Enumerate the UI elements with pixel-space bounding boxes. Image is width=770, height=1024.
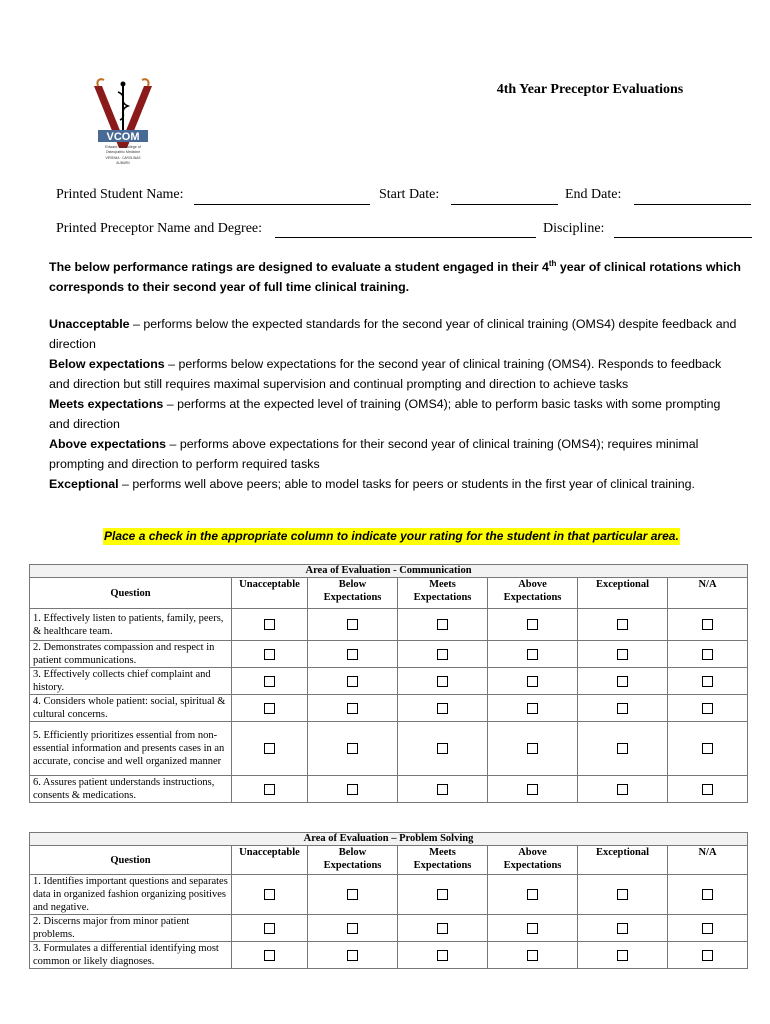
checkbox[interactable] (347, 619, 358, 630)
checkbox[interactable] (617, 619, 628, 630)
communication-table (29, 564, 748, 803)
page-title: 4th Year Preceptor Evaluations (496, 82, 684, 97)
table-row (30, 776, 748, 803)
checkbox[interactable] (264, 784, 275, 795)
svg-text:Edward Via College of: Edward Via College of (105, 145, 141, 149)
start-date-field[interactable] (451, 204, 558, 205)
svg-text:VIRGINIA · CAROLINAS: VIRGINIA · CAROLINAS (105, 156, 141, 160)
student-name-label: Printed Student Name: (56, 187, 184, 202)
instruction-banner: Place a check in the appropriate column to indicate your rating for the student in that particular area. (104, 529, 679, 543)
checkbox[interactable] (437, 649, 448, 660)
checkbox[interactable] (437, 619, 448, 630)
table-row (30, 695, 748, 722)
checkbox[interactable] (527, 703, 538, 714)
checkbox[interactable] (617, 676, 628, 687)
checkbox[interactable] (437, 743, 448, 754)
col-below-expectations: Below Expectations (308, 578, 398, 609)
checkbox[interactable] (702, 649, 713, 660)
end-date-field[interactable] (634, 204, 751, 205)
checkbox[interactable] (347, 923, 358, 934)
col-below-expectations: Below Expectations (308, 846, 398, 875)
question-text: 3. Effectively collects chief complaint and history. (30, 668, 232, 695)
checkbox[interactable] (702, 619, 713, 630)
checkbox[interactable] (264, 950, 275, 961)
col-na: N/A (668, 846, 748, 875)
checkbox[interactable] (264, 923, 275, 934)
question-text: 4. Considers whole patient: social, spiritual & cultural concerns. (30, 695, 232, 722)
checkbox[interactable] (617, 703, 628, 714)
area-title-communication: Area of Evaluation - Communication (30, 565, 748, 578)
checkbox[interactable] (437, 923, 448, 934)
checkbox[interactable] (617, 784, 628, 795)
question-text: 6. Assures patient understands instructions, consents & medications. (30, 776, 232, 803)
col-question: Question (30, 846, 232, 875)
table-row (30, 875, 748, 915)
preceptor-name-label: Printed Preceptor Name and Degree: (56, 221, 263, 236)
col-unacceptable: Unacceptable (232, 846, 308, 875)
table-row (30, 609, 748, 641)
checkbox[interactable] (702, 889, 713, 900)
checkbox[interactable] (437, 676, 448, 687)
problem-solving-table (29, 832, 748, 969)
col-meets-expectations: Meets Expectations (398, 846, 488, 875)
checkbox[interactable] (437, 950, 448, 961)
table-row (30, 668, 748, 695)
preceptor-name-field[interactable] (275, 237, 536, 238)
checkbox[interactable] (527, 743, 538, 754)
checkbox[interactable] (347, 784, 358, 795)
checkbox[interactable] (347, 743, 358, 754)
col-question: Question (30, 578, 232, 609)
checkbox[interactable] (702, 676, 713, 687)
vcom-logo (92, 78, 154, 170)
checkbox[interactable] (702, 784, 713, 795)
definition-unacceptable: Unacceptable – performs below the expected standards for the second year of clinical training (OMS4) despite feedback and direction (49, 317, 737, 351)
col-above-expectations: Above Expectations (488, 846, 578, 875)
definition-above-expectations: Above expectations – performs above expectations for their second year of clinical training (OMS4); requires minimal prompting and direction to perform required tasks (49, 437, 699, 471)
col-unacceptable: Unacceptable (232, 578, 308, 609)
student-name-field[interactable] (194, 204, 370, 205)
checkbox[interactable] (437, 703, 448, 714)
question-text: 1. Identifies important questions and separates data in organized fashion organizing positives and negative. (30, 875, 232, 915)
table-row (30, 915, 748, 942)
checkbox[interactable] (617, 889, 628, 900)
table-row (30, 722, 748, 776)
checkbox[interactable] (264, 889, 275, 900)
checkbox[interactable] (617, 649, 628, 660)
col-exceptional: Exceptional (578, 846, 668, 875)
checkbox[interactable] (527, 649, 538, 660)
definition-meets-expectations: Meets expectations – performs at the expected level of training (OMS4); able to perform basic tasks with some prompting and direction (49, 397, 721, 431)
rating-definitions (49, 314, 739, 494)
question-text: 2. Demonstrates compassion and respect in patient communications. (30, 641, 232, 668)
checkbox[interactable] (347, 889, 358, 900)
checkbox[interactable] (702, 923, 713, 934)
checkbox[interactable] (264, 743, 275, 754)
checkbox[interactable] (617, 743, 628, 754)
col-exceptional: Exceptional (578, 578, 668, 609)
definition-below-expectations: Below expectations – performs below expectations for the second year of clinical training (OMS4). Responds to feedback and direction but still requires maximal supervision and continual prompting and direction to achieve tasks (49, 357, 722, 391)
col-na: N/A (668, 578, 748, 609)
svg-text:VCOM: VCOM (106, 131, 140, 143)
checkbox[interactable] (347, 649, 358, 660)
checkbox[interactable] (527, 784, 538, 795)
svg-text:AUBURN: AUBURN (116, 161, 130, 165)
svg-text:Osteopathic Medicine: Osteopathic Medicine (105, 150, 141, 154)
checkbox[interactable] (702, 743, 713, 754)
checkbox[interactable] (347, 703, 358, 714)
checkbox[interactable] (702, 950, 713, 961)
discipline-field[interactable] (614, 237, 752, 238)
checkbox[interactable] (527, 889, 538, 900)
checkbox[interactable] (527, 950, 538, 961)
question-text: 1. Effectively listen to patients, family, peers, & healthcare team. (30, 609, 232, 641)
checkbox[interactable] (347, 676, 358, 687)
start-date-label: Start Date: (379, 187, 440, 202)
checkbox[interactable] (527, 619, 538, 630)
table-row (30, 942, 748, 969)
checkbox[interactable] (437, 889, 448, 900)
definition-exceptional: Exceptional – performs well above peers; able to model tasks for peers or students in the first year of clinical training. (49, 477, 695, 491)
end-date-label: End Date: (565, 187, 622, 202)
question-text: 2. Discerns major from minor patient problems. (30, 915, 232, 942)
checkbox[interactable] (264, 703, 275, 714)
checkbox[interactable] (527, 676, 538, 687)
checkbox[interactable] (702, 703, 713, 714)
table-row (30, 641, 748, 668)
checkbox[interactable] (527, 923, 538, 934)
checkbox[interactable] (617, 950, 628, 961)
checkbox[interactable] (617, 923, 628, 934)
checkbox[interactable] (437, 784, 448, 795)
col-above-expectations: Above Expectations (488, 578, 578, 609)
checkbox[interactable] (347, 950, 358, 961)
col-meets-expectations: Meets Expectations (398, 578, 488, 609)
checkbox[interactable] (264, 649, 275, 660)
question-text: 3. Formulates a differential identifying most common or likely diagnoses. (30, 942, 232, 969)
intro-paragraph: The below performance ratings are designed to evaluate a student engaged in their 4th year of clinical rotations which corresponds to their second year of full time clinical training. (49, 259, 741, 295)
area-title-problem-solving: Area of Evaluation – Problem Solving (30, 833, 748, 846)
discipline-label: Discipline: (543, 221, 605, 236)
checkbox[interactable] (264, 676, 275, 687)
question-text: 5. Efficiently prioritizes essential from non-essential information and presents cases in an accurate, concise and well organized manner (30, 722, 232, 776)
checkbox[interactable] (264, 619, 275, 630)
